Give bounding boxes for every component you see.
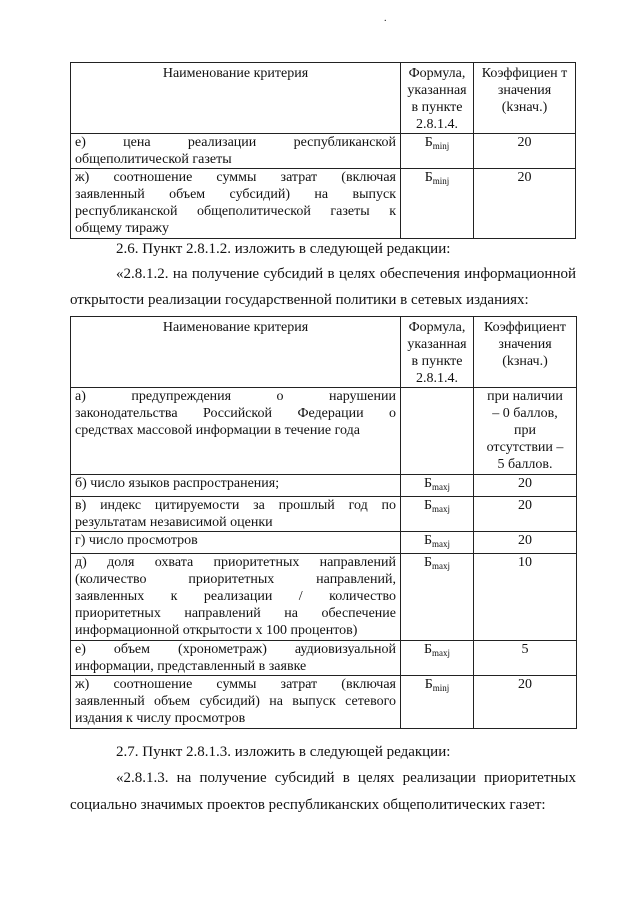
formula-symbol: Б bbox=[423, 642, 433, 657]
formula-symbol: Б bbox=[424, 170, 433, 185]
coefficient-cell bbox=[474, 134, 576, 169]
header-coefficient: Коэффициент значения (kзнач.) bbox=[474, 317, 577, 388]
formula-cell bbox=[401, 497, 474, 532]
table-row bbox=[71, 134, 576, 169]
formula-symbol: Б bbox=[423, 476, 433, 491]
formula-subscript: minj bbox=[432, 141, 450, 151]
table-row bbox=[71, 497, 577, 532]
criterion-text-line: (количество приоритетных направлений, bbox=[75, 572, 396, 587]
criterion-text-line: общеполитической газеты bbox=[75, 152, 232, 167]
criterion-text-line: приоритетных направлений на обеспечение bbox=[75, 606, 396, 621]
coefficient-value: 20 bbox=[518, 533, 532, 548]
paragraph-2813-line2: социально значимых проектов республиканских общеполитических газет: bbox=[70, 797, 546, 813]
criterion-text-line: д) доля охвата приоритетных направлений bbox=[75, 555, 396, 570]
criterion-text-line: результатам независимой оценки bbox=[75, 515, 273, 530]
formula-cell bbox=[401, 134, 474, 169]
criterion-text-line: б) число языков распространения; bbox=[75, 476, 280, 491]
paragraph-2-7: 2.7. Пункт 2.8.1.3. изложить в следующей редакции: bbox=[116, 744, 451, 760]
formula-subscript: maxj bbox=[432, 504, 451, 514]
formula-symbol: Б bbox=[423, 533, 433, 548]
formula-symbol: Б bbox=[424, 677, 433, 692]
table-row bbox=[71, 169, 576, 239]
formula-subscript: maxj bbox=[432, 648, 451, 658]
page-speck: . bbox=[384, 13, 387, 24]
coefficient-cell bbox=[474, 676, 577, 729]
criterion-text-line: общему тиражу bbox=[75, 221, 169, 236]
table-row bbox=[71, 554, 577, 641]
coefficient-cell bbox=[474, 497, 577, 532]
criterion-text-line: е) объем (хронометраж) аудиовизуальной bbox=[75, 642, 396, 657]
paragraph-2-6: 2.6. Пункт 2.8.1.2. изложить в следующей редакции: bbox=[116, 241, 451, 257]
criterion-text-line: информации, представленный в заявке bbox=[75, 659, 307, 674]
criterion-cell bbox=[71, 497, 401, 532]
paragraph-2812-line1: «2.8.1.2. на получение субсидий в целях обеспечения информационной bbox=[116, 266, 576, 282]
coefficient-value: 10 bbox=[518, 555, 532, 570]
coefficient-value: – 0 баллов, bbox=[492, 406, 558, 421]
formula-subscript: minj bbox=[432, 176, 450, 186]
criterion-cell bbox=[71, 532, 401, 554]
criterion-text-line: в) индекс цитируемости за прошлый год по bbox=[75, 498, 396, 513]
criterion-text-line: законодательства Российской Федерации о bbox=[75, 406, 396, 421]
criterion-text-line: а) предупреждения о нарушении bbox=[75, 389, 396, 404]
criterion-text-line: заявленных к реализации / количество bbox=[75, 589, 396, 604]
criterion-text-line: г) число просмотров bbox=[75, 533, 198, 548]
formula-subscript: minj bbox=[432, 683, 450, 693]
coefficient-value: при наличии bbox=[487, 389, 563, 404]
formula-cell bbox=[401, 388, 474, 475]
formula-cell bbox=[401, 554, 474, 641]
coefficient-value: при bbox=[514, 423, 536, 438]
formula-subscript: maxj bbox=[432, 539, 451, 549]
formula-symbol: Б bbox=[424, 135, 433, 150]
formula-cell bbox=[401, 532, 474, 554]
criteria-table-1 bbox=[70, 62, 576, 239]
criterion-cell bbox=[71, 169, 401, 239]
coefficient-cell bbox=[474, 475, 577, 497]
coefficient-value: 5 bbox=[521, 642, 529, 657]
formula-cell bbox=[401, 641, 474, 676]
coefficient-value: 20 bbox=[518, 476, 532, 491]
coefficient-value: 20 bbox=[518, 498, 532, 513]
header-formula: Формула, указанная в пункте 2.8.1.4. bbox=[401, 317, 474, 388]
paragraph-2813-line1: «2.8.1.3. на получение субсидий в целях реализации приоритетных bbox=[116, 770, 576, 786]
criterion-text-line: заявленный объем субсидий) на выпуск bbox=[75, 187, 396, 202]
coefficient-cell bbox=[474, 388, 577, 475]
formula-subscript: maxj bbox=[432, 561, 451, 571]
criterion-cell bbox=[71, 676, 401, 729]
criterion-text-line: республиканской общеполитической газеты к bbox=[75, 204, 396, 219]
table-row bbox=[71, 676, 577, 729]
table-row bbox=[71, 388, 577, 475]
coefficient-value: 20 bbox=[517, 170, 532, 185]
header-criterion-name: Наименование критерия bbox=[71, 63, 401, 134]
table-row bbox=[71, 532, 577, 554]
coefficient-cell bbox=[474, 169, 576, 239]
formula-cell bbox=[401, 169, 474, 239]
criterion-text-line: ж) соотношение суммы затрат (включая bbox=[75, 677, 396, 692]
header-formula: Формула, указанная в пункте 2.8.1.4. bbox=[401, 63, 474, 134]
formula-symbol: Б bbox=[423, 498, 433, 513]
criterion-text-line: информационной открытости х 100 процентов) bbox=[75, 623, 358, 638]
coefficient-value: 5 баллов. bbox=[497, 457, 553, 472]
criterion-text-line: средствах массовой информации в течение года bbox=[75, 423, 360, 438]
formula-subscript: maxj bbox=[432, 482, 451, 492]
criterion-cell bbox=[71, 388, 401, 475]
criterion-text-line: заявленный объем субсидий) на выпуск сетевого bbox=[75, 694, 396, 709]
criteria-table-2 bbox=[70, 316, 577, 729]
formula-cell bbox=[401, 475, 474, 497]
formula-symbol: Б bbox=[423, 555, 433, 570]
coefficient-value: отсутствии – bbox=[486, 440, 564, 455]
header-criterion-name: Наименование критерия bbox=[71, 317, 401, 388]
table-row bbox=[71, 475, 577, 497]
criterion-cell bbox=[71, 554, 401, 641]
table-row bbox=[71, 641, 577, 676]
formula-cell bbox=[401, 676, 474, 729]
criterion-cell bbox=[71, 641, 401, 676]
criterion-cell bbox=[71, 134, 401, 169]
criterion-text-line: ж) соотношение суммы затрат (включая bbox=[75, 170, 396, 185]
coefficient-cell bbox=[474, 641, 577, 676]
criterion-cell bbox=[71, 475, 401, 497]
criterion-text-line: издания к числу просмотров bbox=[75, 711, 246, 726]
coefficient-value: 20 bbox=[518, 677, 532, 692]
coefficient-cell bbox=[474, 554, 577, 641]
criterion-text-line: е) цена реализации республиканской bbox=[75, 135, 396, 150]
coefficient-value: 20 bbox=[517, 135, 532, 150]
coefficient-cell bbox=[474, 532, 577, 554]
header-coefficient: Коэффициен т значения (kзнач.) bbox=[474, 63, 576, 134]
paragraph-2812-line2: открытости реализации государственной политики в сетевых изданиях: bbox=[70, 292, 529, 308]
